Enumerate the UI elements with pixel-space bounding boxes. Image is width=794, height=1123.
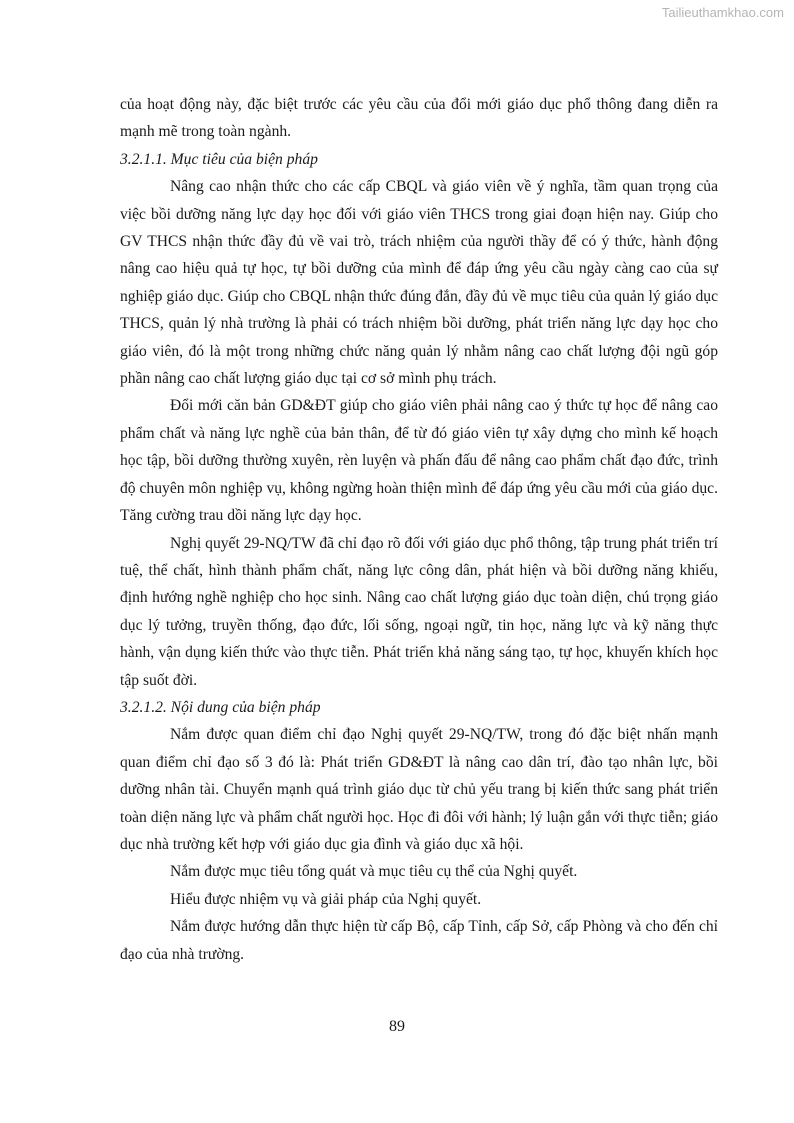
document-body xyxy=(120,91,718,968)
page-number: 89 xyxy=(389,1018,405,1035)
paragraph: Nâng cao nhận thức cho các cấp CBQL và giáo viên về ý nghĩa, tầm quan trọng của việc bồi dưỡng năng lực dạy học đối với giáo viên THCS trong giai đoạn hiện nay. Giúp cho GV THCS nhận thức đầy đủ về vai trò, trách nhiệm của người thầy để có ý thức, hành động nâng cao hiệu quả tự học, tự bồi dưỡng của mình để đáp ứng yêu cầu ngày càng cao của sự nghiệp giáo dục. Giúp cho CBQL nhận thức đúng đắn, đầy đủ về mục tiêu của quản lý giáo dục THCS, quản lý nhà trường là phải có trách nhiệm bồi dưỡng, phát triển năng lực dạy học cho giáo viên, đó là một trong những chức năng quản lý nhằm nâng cao chất lượng đội ngũ góp phần nâng cao chất lượng giáo dục tại cơ sở mình phụ trách. xyxy=(120,178,718,388)
paragraph: Nắm được quan điểm chỉ đạo Nghị quyết 29-NQ/TW, trong đó đặc biệt nhấn mạnh quan điểm chỉ đạo số 3 đó là: Phát triển GD&ĐT là nâng cao dân trí, đào tạo nhân lực, bồi dưỡng nhân tài. Chuyển mạnh quá trình giáo dục từ chủ yếu trang bị kiến thức sang phát triển toàn diện năng lực và phẩm chất người học. Học đi đôi với hành; lý luận gắn với thực tiễn; giáo dục nhà trường kết hợp với giáo dục gia đình và giáo dục xã hội. xyxy=(120,726,718,853)
watermark-text: Tailieuthamkhao.com xyxy=(661,5,784,20)
paragraph: Nắm được mục tiêu tổng quát và mục tiêu cụ thể của Nghị quyết. xyxy=(170,863,578,881)
paragraph: Đổi mới căn bản GD&ĐT giúp cho giáo viên phải nâng cao ý thức tự học để nâng cao phẩm chất và năng lực nghề của bản thân, để từ đó giáo viên tự xây dựng cho mình kế hoạch học tập, bồi dưỡng thường xuyên, rèn luyện và phấn đấu để nâng cao phẩm chất đạo đức, trình độ chuyên môn nghiệp vụ, không ngừng hoàn thiện mình để đáp ứng yêu cầu mới của giáo dục. Tăng cường trau dồi năng lực dạy học. xyxy=(120,397,718,525)
section-heading-objectives: 3.2.1.1. Mục tiêu của biện pháp xyxy=(120,150,318,168)
paragraph: Nắm được hướng dẫn thực hiện từ cấp Bộ, cấp Tỉnh, cấp Sở, cấp Phòng và cho đến chỉ đạo của nhà trường. xyxy=(120,918,718,963)
section-heading-content: 3.2.1.2. Nội dung của biện pháp xyxy=(120,698,321,716)
paragraph: Nghị quyết 29-NQ/TW đã chỉ đạo rõ đối với giáo dục phổ thông, tập trung phát triển trí tuệ, thể chất, hình thành phẩm chất, năng lực công dân, phát hiện và bồi dưỡng năng khiếu, định hướng nghề nghiệp cho học sinh. Nâng cao chất lượng giáo dục toàn diện, chú trọng giáo dục lý tưởng, truyền thống, đạo đức, lối sống, ngoại ngữ, tin học, năng lực và kỹ năng thực hành, vận dụng kiến thức vào thực tiễn. Phát triển khả năng sáng tạo, tự học, khuyến khích học tập suốt đời. xyxy=(120,534,718,689)
paragraph: Hiểu được nhiệm vụ và giải pháp của Nghị quyết. xyxy=(170,890,482,908)
paragraph-continuation: của hoạt động này, đặc biệt trước các yêu cầu của đổi mới giáo dục phổ thông đang diễn ra mạnh mẽ trong toàn ngành. xyxy=(120,96,718,141)
